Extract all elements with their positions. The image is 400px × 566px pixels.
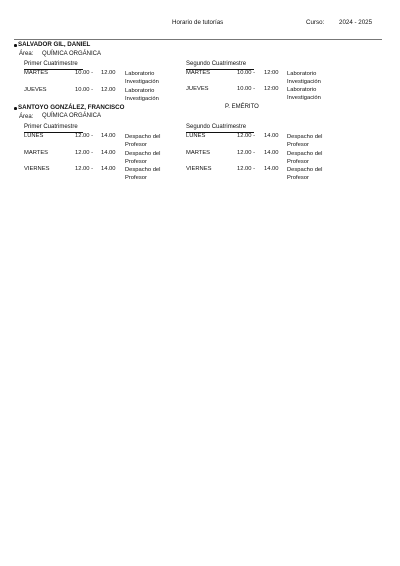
time-from: 12.00 - (75, 166, 94, 172)
place: Laboratorio Investigación (287, 70, 321, 85)
header-rule (14, 39, 382, 40)
document-title: Horario de tutorías (172, 19, 224, 26)
day: MARTES (186, 70, 211, 76)
day: VIERNES (186, 166, 212, 172)
time-to: 14.00 (101, 150, 116, 156)
second-term-label: Segundo Cuatrimestre (186, 61, 247, 67)
time-from: 10.00 - (237, 70, 256, 76)
day: JUEVES (24, 87, 47, 93)
day: LUNES (24, 133, 44, 139)
place: Despacho del Profesor (287, 150, 323, 165)
professor-note: P. EMÉRITO (225, 104, 259, 110)
area-value: QUÍMICA ORGÁNICA (42, 51, 102, 57)
bullet-icon (14, 44, 17, 47)
place: Despacho del Profesor (287, 133, 323, 148)
time-to: 12:00 (264, 86, 279, 92)
place: Despacho del Profesor (125, 133, 161, 148)
professor-name: SANTOYO GONZÁLEZ, FRANCISCO (18, 104, 125, 111)
first-term-label: Primer Cuatrimestre (24, 61, 78, 67)
first-term-label: Primer Cuatrimestre (24, 124, 78, 130)
time-from: 10.00 - (75, 70, 94, 76)
place: Despacho del Profesor (125, 166, 161, 181)
day: LUNES (186, 133, 206, 139)
place: Despacho del Profesor (125, 150, 161, 165)
time-to: 14.00 (264, 166, 279, 172)
time-to: 14.00 (264, 133, 279, 139)
bullet-icon (14, 107, 17, 110)
area-label: Área: (19, 114, 34, 120)
time-to: 12.00 (101, 70, 116, 76)
place: Laboratorio Investigación (125, 70, 159, 85)
place: Despacho del Profesor (287, 166, 323, 181)
time-from: 12.00 - (75, 150, 94, 156)
time-from: 10.00 - (75, 87, 94, 93)
day: MARTES (186, 150, 211, 156)
time-from: 12.00 - (237, 166, 256, 172)
place: Laboratorio Investigación (125, 87, 159, 102)
area-label: Área: (19, 51, 34, 57)
time-to: 14.00 (264, 150, 279, 156)
course-value: 2024 - 2025 (339, 19, 373, 26)
time-from: 10.00 - (237, 86, 256, 92)
time-to: 12:00 (264, 70, 279, 76)
professor-name: SALVADOR GIL, DANIEL (18, 41, 91, 48)
time-to: 12.00 (101, 87, 116, 93)
day: MARTES (24, 70, 49, 76)
day: JUEVES (186, 86, 209, 92)
time-to: 14.00 (101, 166, 116, 172)
course-label: Curso: (306, 19, 325, 26)
day: MARTES (24, 150, 49, 156)
area-value: QUÍMICA ORGÁNICA (42, 113, 102, 119)
time-to: 14.00 (101, 133, 116, 139)
time-from: 12.00 - (75, 133, 94, 139)
day: VIERNES (24, 166, 50, 172)
place: Laboratorio Investigación (287, 86, 321, 101)
time-from: 12.00 - (237, 133, 256, 139)
second-term-label: Segundo Cuatrimestre (186, 124, 247, 130)
time-from: 12.00 - (237, 150, 256, 156)
